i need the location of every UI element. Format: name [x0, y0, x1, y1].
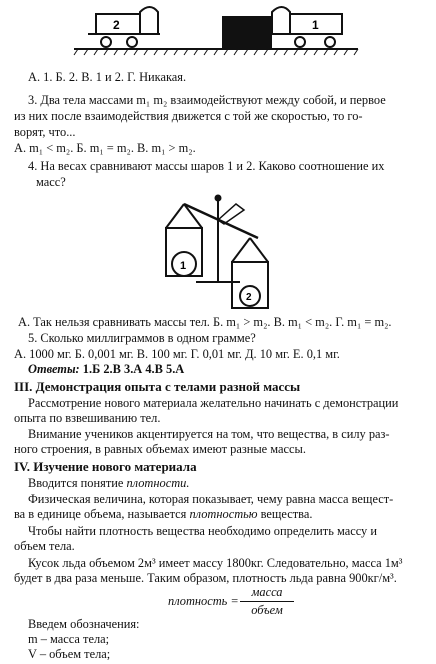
paragraph-text: Рассмотрение нового материала желательно начинать с демонстрации [28, 396, 399, 410]
term-density: плотности. [126, 476, 190, 490]
scale-beam [184, 204, 258, 238]
paragraph-text: объем тела. [14, 539, 75, 553]
definition-text: вещества. [257, 507, 313, 521]
cart-1-label: 1 [312, 18, 319, 32]
formula-denominator: объем [251, 603, 283, 617]
notation-item: m – масса тела; [28, 632, 110, 646]
balance-scale-figure [0, 190, 436, 312]
cart-2-wheel [127, 37, 137, 47]
intro-text: Вводится понятие [28, 476, 127, 490]
term-density-italic: плотностью [189, 507, 258, 521]
cart-2-label: 2 [113, 18, 120, 32]
paragraph-text: Внимание учеников акцентируется на том, что вещества, в силу раз- [28, 427, 390, 441]
cart-1-wheel [325, 37, 335, 47]
black-block [222, 16, 272, 48]
notation-item: V – объем тела; [28, 647, 111, 661]
fraction-bar [240, 601, 294, 602]
ball-2-label: 2 [246, 292, 252, 303]
answers-line [28, 362, 184, 377]
q5-text: 5. Сколько миллиграммов в одном грамме? [28, 331, 256, 345]
carts-figure [0, 0, 436, 68]
paragraph-text: Физическая величина, которая показывает, чему равна масса вещест- [28, 492, 394, 506]
definition-line [14, 507, 312, 522]
definition-text: ва в единице объема, называется [14, 507, 190, 521]
section-3-heading: III. Демонстрация опыта с телами разной массы [14, 379, 301, 394]
q3-text: из них после взаимодействия движется с той же скоростью, то го- [14, 109, 363, 123]
cart-2-wheel [101, 37, 111, 47]
paragraph-text: Введем обозначения: [28, 617, 140, 631]
answers-value: 1.Б 2.В 3.А 4.В 5.А [82, 362, 185, 376]
formula-numerator: масса [251, 585, 283, 599]
q3-text: 3. Два тела массами m₁ m₂ взаимодействуют между собой, и первое [28, 93, 386, 107]
paragraph-text: Чтобы найти плотность вещества необходимо определить массу и [28, 524, 377, 538]
q5-answers: А. 1000 мг. Б. 0,001 мг. В. 100 мг. Г. 0,01 мг. Д. 10 мг. Е. 0,1 мг. [14, 347, 340, 361]
formula-lhs: плотность = [168, 594, 239, 608]
q2-answers: А. 1. Б. 2. В. 1 и 2. Г. Никакая. [28, 70, 187, 84]
cart-2-handle [140, 7, 158, 34]
q4-text: масс? [36, 175, 66, 189]
density-formula [168, 585, 328, 619]
cart-1-wheel [295, 37, 305, 47]
q3-text: ворят, что... [14, 125, 76, 139]
cart-1-handle [272, 7, 290, 34]
paragraph-text: опыта по взвешиванию тел. [14, 411, 161, 425]
paragraph-text: Кусок льда объемом 2м³ имеет массу 1800кг. Следовательно, масса 1м³ [28, 556, 403, 570]
q3-answers: А. m₁ < m₂. Б. m₁ = m₂. В. m₁ > m₂. [14, 141, 196, 155]
paragraph-text: ного строения, в равных объемах имеют разные массы. [14, 442, 306, 456]
intro-line [28, 476, 189, 491]
section-4-heading: IV. Изучение нового материала [14, 459, 197, 474]
ball-1-label: 1 [180, 260, 187, 272]
q4-text: 4. На весах сравнивают массы шаров 1 и 2. Каково соотношение их [28, 159, 385, 173]
answers-label: Ответы: [28, 362, 80, 376]
paragraph-text: будет в два раза меньше. Таким образом, плотность льда равна 900кг/м³. [14, 571, 397, 585]
q4-answers: А. Так нельзя сравнивать массы тел. Б. m₁ > m₂. В. m₁ < m₂. Г. m₁ = m₂. [18, 315, 392, 329]
